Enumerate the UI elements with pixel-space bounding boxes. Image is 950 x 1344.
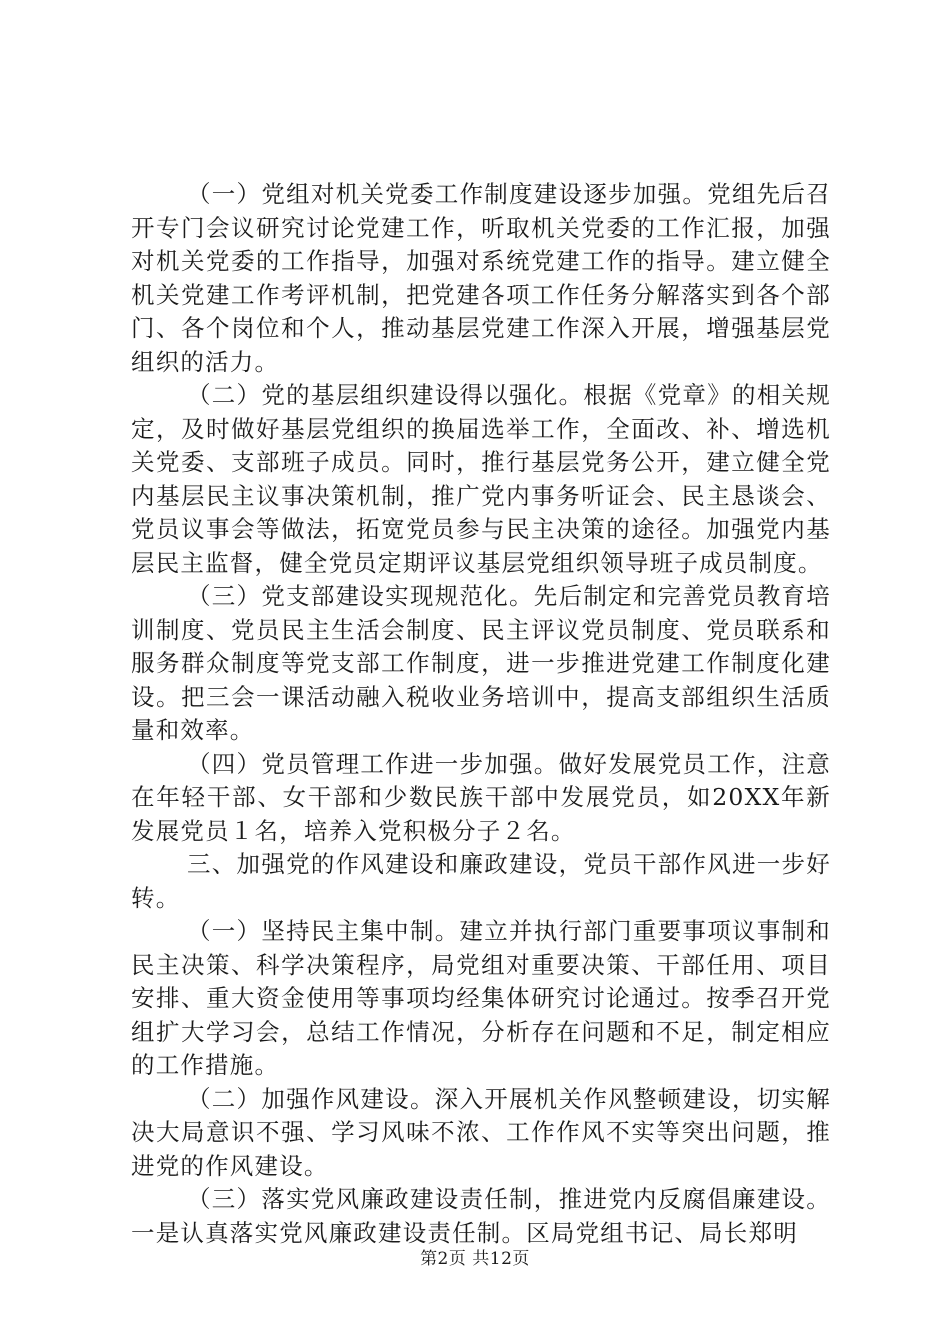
paragraph-6: （二）加强作风建设。深入开展机关作风整顿建设，切实解决大局意识不强、学习风味不浓、工作作风不实等突出问题，推进党的作风建设。	[131, 1084, 831, 1180]
paragraph-2: （二）党的基层组织建设得以强化。根据《党章》的相关规定，及时做好基层党组织的换届选举工作，全面改、补、增选机关党委、支部班子成员。同时，推行基层党务公开，建立健全党内基层民主议事决策机制，推广党内事务听证会、民主恳谈会、党员议事会等做法，拓宽党员参与民主决策的途径。加强党内基层民主监督，健全党员定期评议基层党组织领导班子成员制度。	[131, 381, 831, 577]
paragraph-3: （三）党支部建设实现规范化。先后制定和完善党员教育培训制度、党员民主生活会制度、民主评议党员制度、党员联系和服务群众制度等党支部工作制度，进一步推进党建工作制度化建设。把三会一课活动融入税收业务培训中，提高支部组织生活质量和效率。	[131, 582, 831, 744]
page-footer: 第2页 共12页	[420, 1249, 530, 1269]
document-body	[131, 178, 831, 1250]
paragraph-4: （四）党员管理工作进一步加强。做好发展党员工作，注意在年轻干部、女干部和少数民族干部中发展党员，如20XX年新发展党员１名，培养入党积极分子２名。	[131, 749, 831, 845]
paragraph-5: （一）坚持民主集中制。建立并执行部门重要事项议事制和民主决策、科学决策程序，局党组对重要决策、干部任用、项目安排、重大资金使用等事项均经集体研究讨论通过。按季召开党组扩大学习会，总结工作情况，分析存在问题和不足，制定相应的工作措施。	[131, 917, 831, 1079]
paragraph-1: （一）党组对机关党委工作制度建设逐步加强。党组先后召开专门会议研究讨论党建工作，听取机关党委的工作汇报，加强对机关党委的工作指导，加强对系统党建工作的指导。建立健全机关党建工作考评机制，把党建各项工作任务分解落实到各个部门、各个岗位和个人，推动基层党建工作深入开展，增强基层党组织的活力。	[131, 180, 831, 376]
section-heading-3: 三、加强党的作风建设和廉政建设，党员干部作风进一步好转。	[131, 850, 831, 912]
paragraph-7: （三）落实党风廉政建设责任制，推进党内反腐倡廉建设。一是认真落实党风廉政建设责任制。区局党组书记、局长郑明	[131, 1185, 831, 1247]
